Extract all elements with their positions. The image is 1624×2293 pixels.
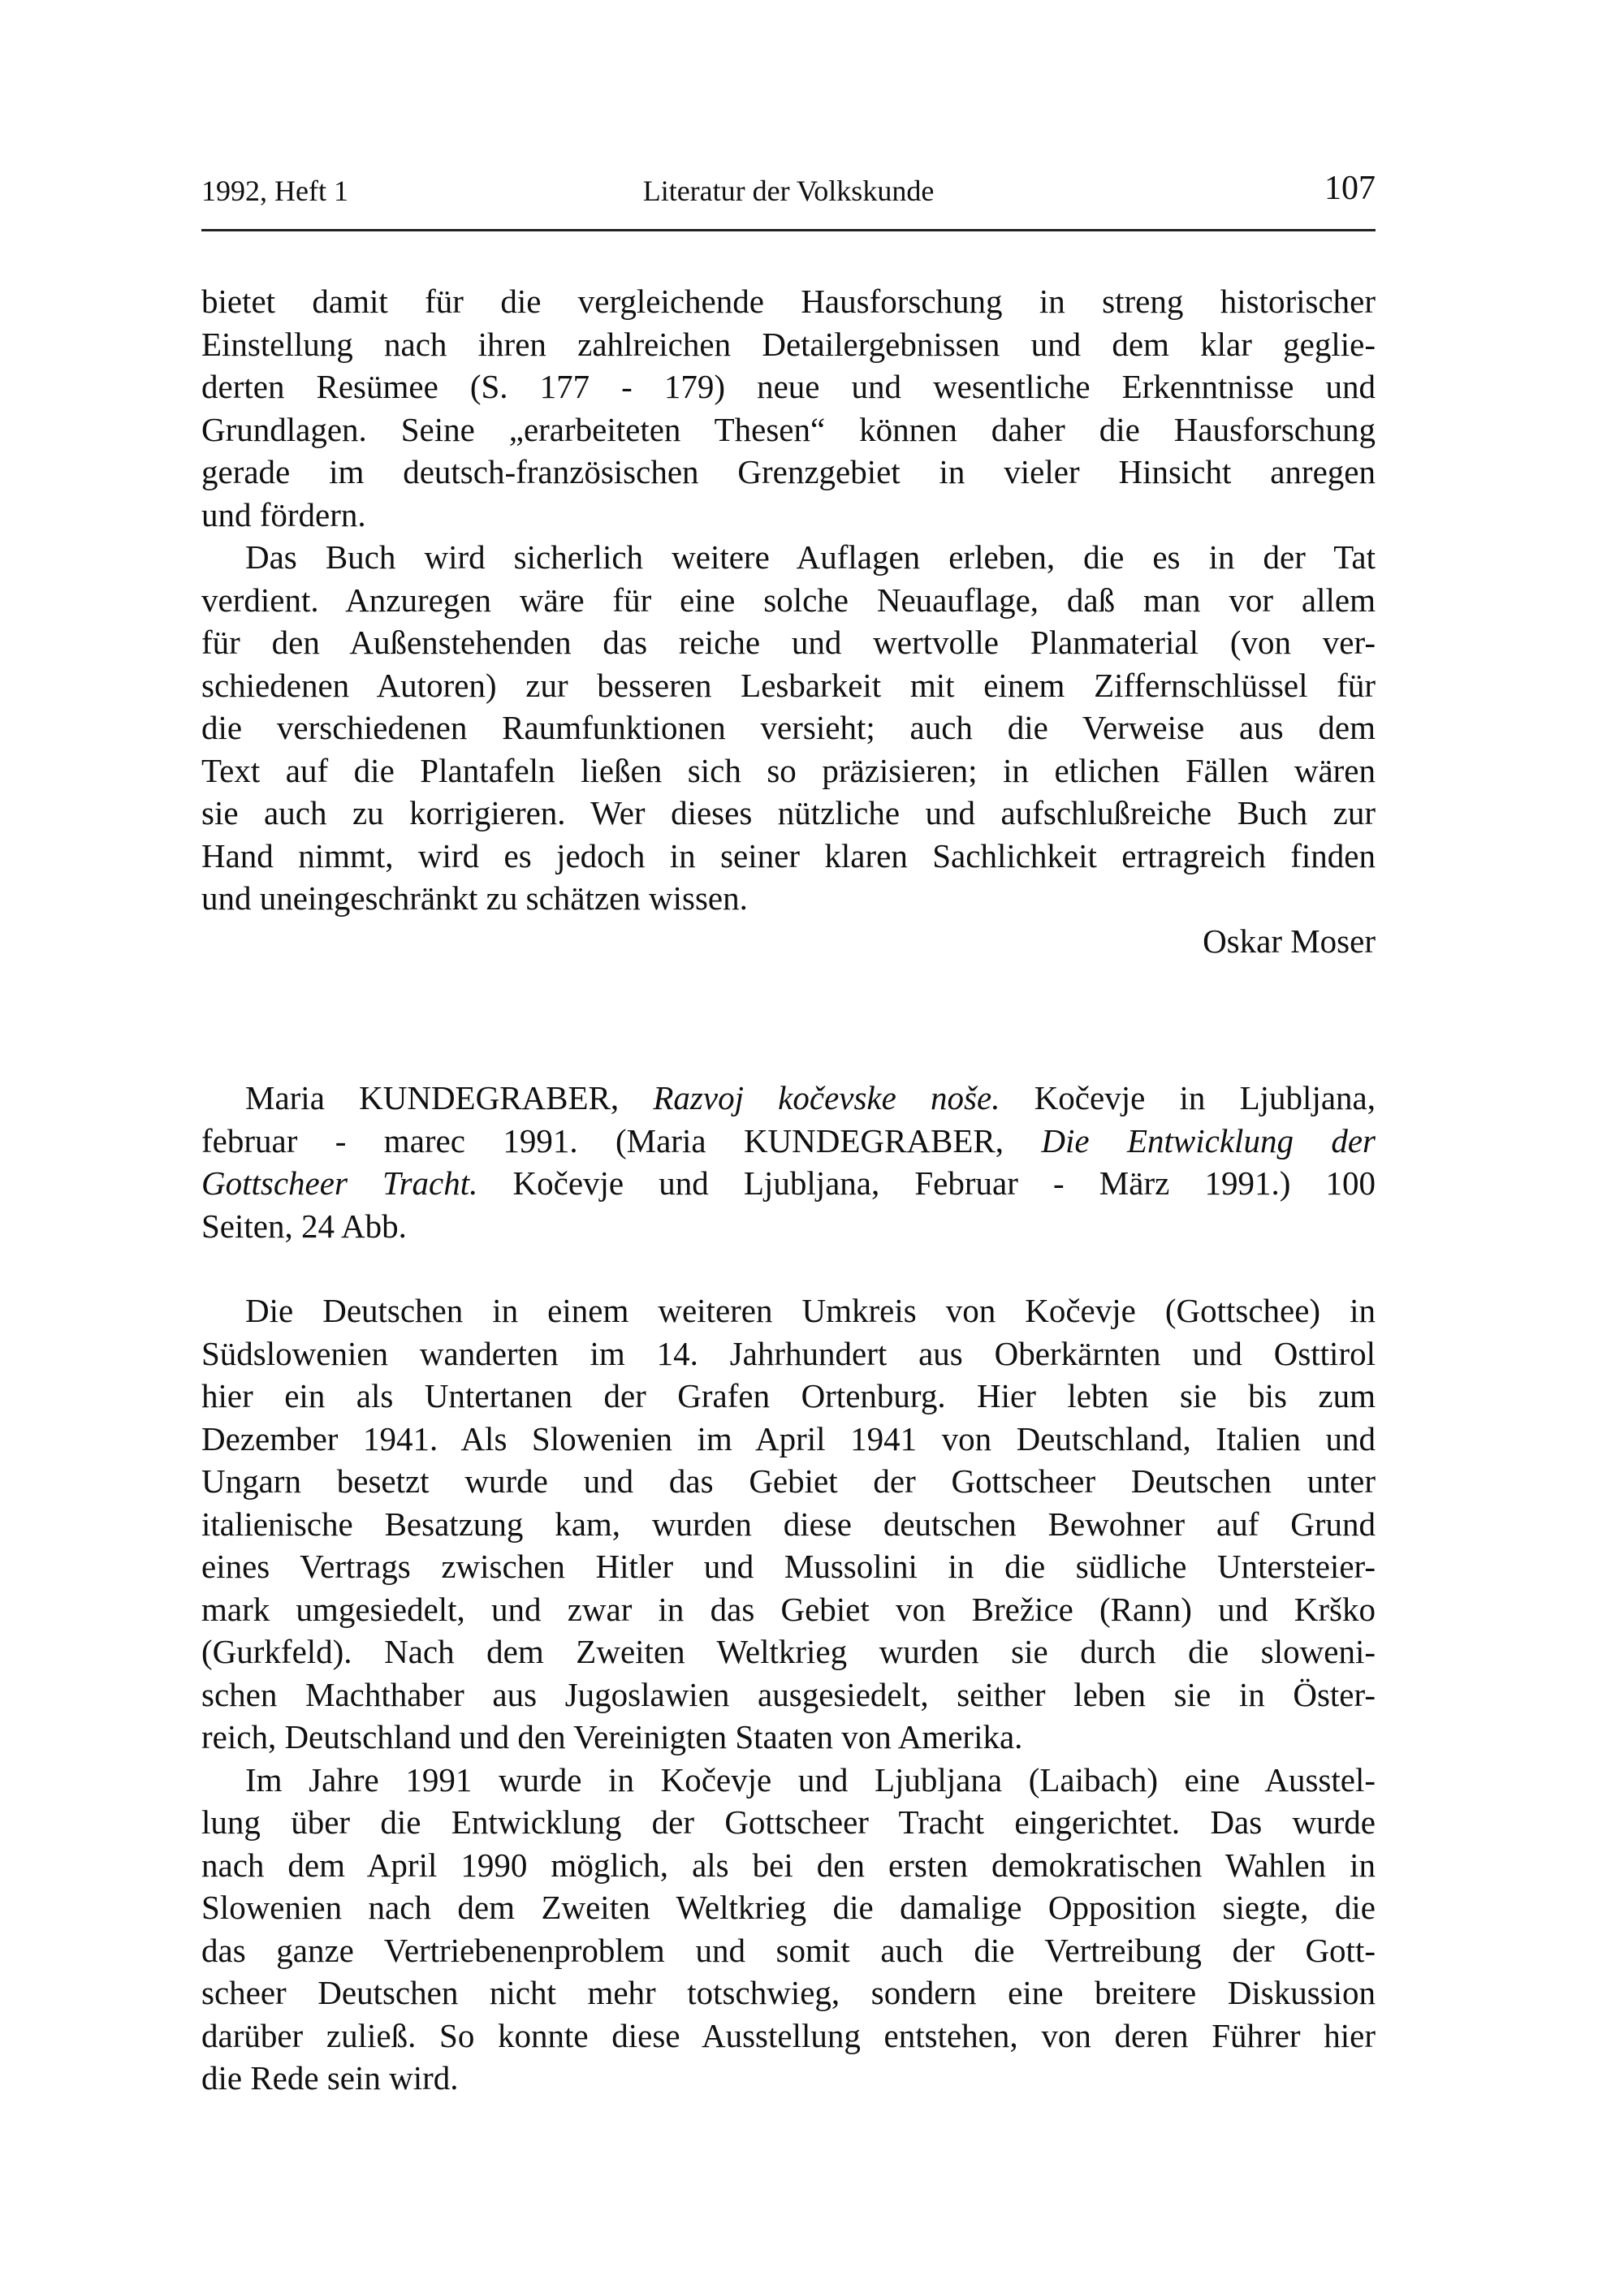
text-run: schen Machthaber aus Jugoslawien ausgesiedelt, seither leben sie in Öster- — [201, 1675, 1376, 1713]
text-run: februar - marec 1991. (Maria KUNDEGRABER, — [201, 1121, 1042, 1159]
text-line — [201, 2057, 1376, 2100]
text-line — [201, 365, 1376, 408]
text-line — [201, 1162, 1376, 1205]
text-line — [201, 1545, 1376, 1588]
text-run: Dezember 1941. Als Slowenien im April 1941 von Deutschland, Italien und — [201, 1419, 1376, 1457]
text-line — [201, 1588, 1376, 1631]
text-run: Das Buch wird sicherlich weitere Auflagen erleben, die es in der Tat — [245, 538, 1376, 576]
review-kundegraber-citation — [201, 1077, 1376, 1247]
text-run: hier ein als Untertanen der Grafen Ortenburg. Hier lebten sie bis zum — [201, 1377, 1376, 1414]
text-line — [201, 536, 1376, 579]
text-run: Kočevje in Ljubljana, — [1000, 1079, 1376, 1116]
section-title: Literatur der Volkskunde — [642, 175, 935, 207]
text-line — [201, 706, 1376, 749]
text-line — [201, 1077, 1376, 1120]
text-run: Hand nimmt, wird es jedoch in seiner klaren Sachlichkeit ertragreich finden — [201, 836, 1376, 874]
header-rule — [201, 229, 1376, 231]
text-run: Südslowenien wanderten im 14. Jahrhundert aus Oberkärnten und Osttirol — [201, 1334, 1376, 1372]
review-moser-text — [201, 280, 1376, 962]
text-run: Maria KUNDEGRABER, — [245, 1079, 654, 1116]
italic-title: Gottscheer Tracht. — [201, 1164, 478, 1202]
text-run: eines Vertrags zwischen Hitler und Mussolini in die südliche Untersteier- — [201, 1548, 1376, 1585]
text-line — [201, 1503, 1376, 1546]
text-line — [201, 1971, 1376, 2014]
text-run: Oskar Moser — [1203, 922, 1376, 960]
text-run: gerade im deutsch-französischen Grenzgebiet in vieler Hinsicht anregen — [201, 453, 1376, 490]
text-line — [201, 280, 1376, 323]
text-run: und fördern. — [201, 495, 366, 533]
text-line — [201, 1418, 1376, 1461]
text-line — [201, 1630, 1376, 1673]
text-line — [201, 1673, 1376, 1717]
text-run: das ganze Vertriebenenproblem und somit auch die Vertreibung der Gott- — [201, 1931, 1376, 1969]
review-kundegraber-text — [201, 1289, 1376, 2100]
text-run: reich, Deutschland und den Vereinigten Staaten von Amerika. — [201, 1718, 1023, 1755]
text-run: mark umgesiedelt, und zwar in das Gebiet von Brežice (Rann) und Krško — [201, 1590, 1376, 1628]
text-run: (Gurkfeld). Nach dem Zweiten Weltkrieg wurden sie durch die sloweni- — [201, 1633, 1376, 1670]
text-line — [201, 1120, 1376, 1163]
text-line — [201, 1289, 1376, 1332]
text-run: die verschiedenen Raumfunktionen versieht; auch die Verweise aus dem — [201, 709, 1376, 746]
text-line — [201, 2014, 1376, 2058]
text-line — [201, 749, 1376, 792]
text-run: bietet damit für die vergleichende Hausforschung in streng historischer — [201, 283, 1376, 320]
text-run: für den Außenstehenden das reiche und wertvolle Planmaterial (von ver- — [201, 624, 1376, 661]
text-run: Seiten, 24 Abb. — [201, 1207, 407, 1245]
text-line — [201, 877, 1376, 920]
text-line — [201, 920, 1376, 963]
text-line — [201, 1375, 1376, 1418]
running-header — [201, 170, 1376, 214]
text-run: schiedenen Autoren) zur besseren Lesbarkeit mit einem Ziffernschlüssel für — [201, 666, 1376, 704]
text-line — [201, 1929, 1376, 1972]
text-line — [201, 451, 1376, 494]
text-run: und uneingeschränkt zu schätzen wissen. — [201, 879, 748, 917]
text-line — [201, 1205, 1376, 1248]
text-line — [201, 323, 1376, 366]
text-line — [201, 621, 1376, 664]
italic-title: Razvoj kočevske noše. — [653, 1079, 1000, 1116]
text-line — [201, 1460, 1376, 1503]
text-run: sie auch zu korrigieren. Wer dieses nützliche und aufschlußreiche Buch zur — [201, 794, 1376, 831]
text-run: scheer Deutschen nicht mehr totschwieg, sondern eine breitere Diskussion — [201, 1974, 1376, 2011]
text-line — [201, 1716, 1376, 1759]
text-run: darüber zuließ. So konnte diese Ausstellung entstehen, von deren Führer hier — [201, 2016, 1376, 2054]
text-run: Slowenien nach dem Zweiten Weltkrieg die damalige Opposition siegte, die — [201, 1889, 1376, 1926]
text-line — [201, 835, 1376, 878]
text-run: Kočevje und Ljubljana, Februar - März 1991.) 100 — [477, 1164, 1376, 1202]
text-run: die Rede sein wird. — [201, 2059, 459, 2097]
text-line — [201, 1801, 1376, 1844]
page-number: 107 — [1324, 170, 1376, 207]
text-run: derten Resümee (S. 177 - 179) neue und wesentliche Erkenntnisse und — [201, 368, 1376, 405]
text-line — [201, 1759, 1376, 1802]
text-line — [201, 1332, 1376, 1375]
text-run: Ungarn besetzt wurde und das Gebiet der Gottscheer Deutschen unter — [201, 1462, 1376, 1500]
text-line — [201, 664, 1376, 707]
text-run: nach dem April 1990 möglich, als bei den ersten demokratischen Wahlen in — [201, 1846, 1376, 1884]
text-line — [201, 579, 1376, 622]
text-run: Im Jahre 1991 wurde in Kočevje und Ljubljana (Laibach) eine Ausstel- — [245, 1760, 1376, 1799]
text-line — [201, 1844, 1376, 1887]
text-run: italienische Besatzung kam, wurden diese deutschen Bewohner auf Grund — [201, 1505, 1376, 1543]
italic-title: Die Entwicklung der — [1041, 1121, 1376, 1159]
text-line — [201, 792, 1376, 835]
text-run: lung über die Entwicklung der Gottscheer Tracht eingerichtet. Das wurde — [201, 1803, 1376, 1841]
text-run: Einstellung nach ihren zahlreichen Detailergebnissen und dem klar geglie- — [201, 325, 1376, 363]
text-line — [201, 494, 1376, 537]
text-run: verdient. Anzuregen wäre für eine solche Neuauflage, daß man vor allem — [201, 581, 1376, 619]
text-line — [201, 408, 1376, 451]
text-run: Text auf die Plantafeln ließen sich so präzisieren; in etlichen Fällen wären — [201, 751, 1376, 789]
text-run: Grundlagen. Seine „erarbeiteten Thesen“ können daher die Hausforschung — [201, 410, 1376, 448]
text-run: Die Deutschen in einem weiteren Umkreis von Kočevje (Gottschee) in — [245, 1292, 1376, 1329]
issue-label: 1992, Heft 1 — [201, 175, 348, 207]
text-line — [201, 1886, 1376, 1929]
